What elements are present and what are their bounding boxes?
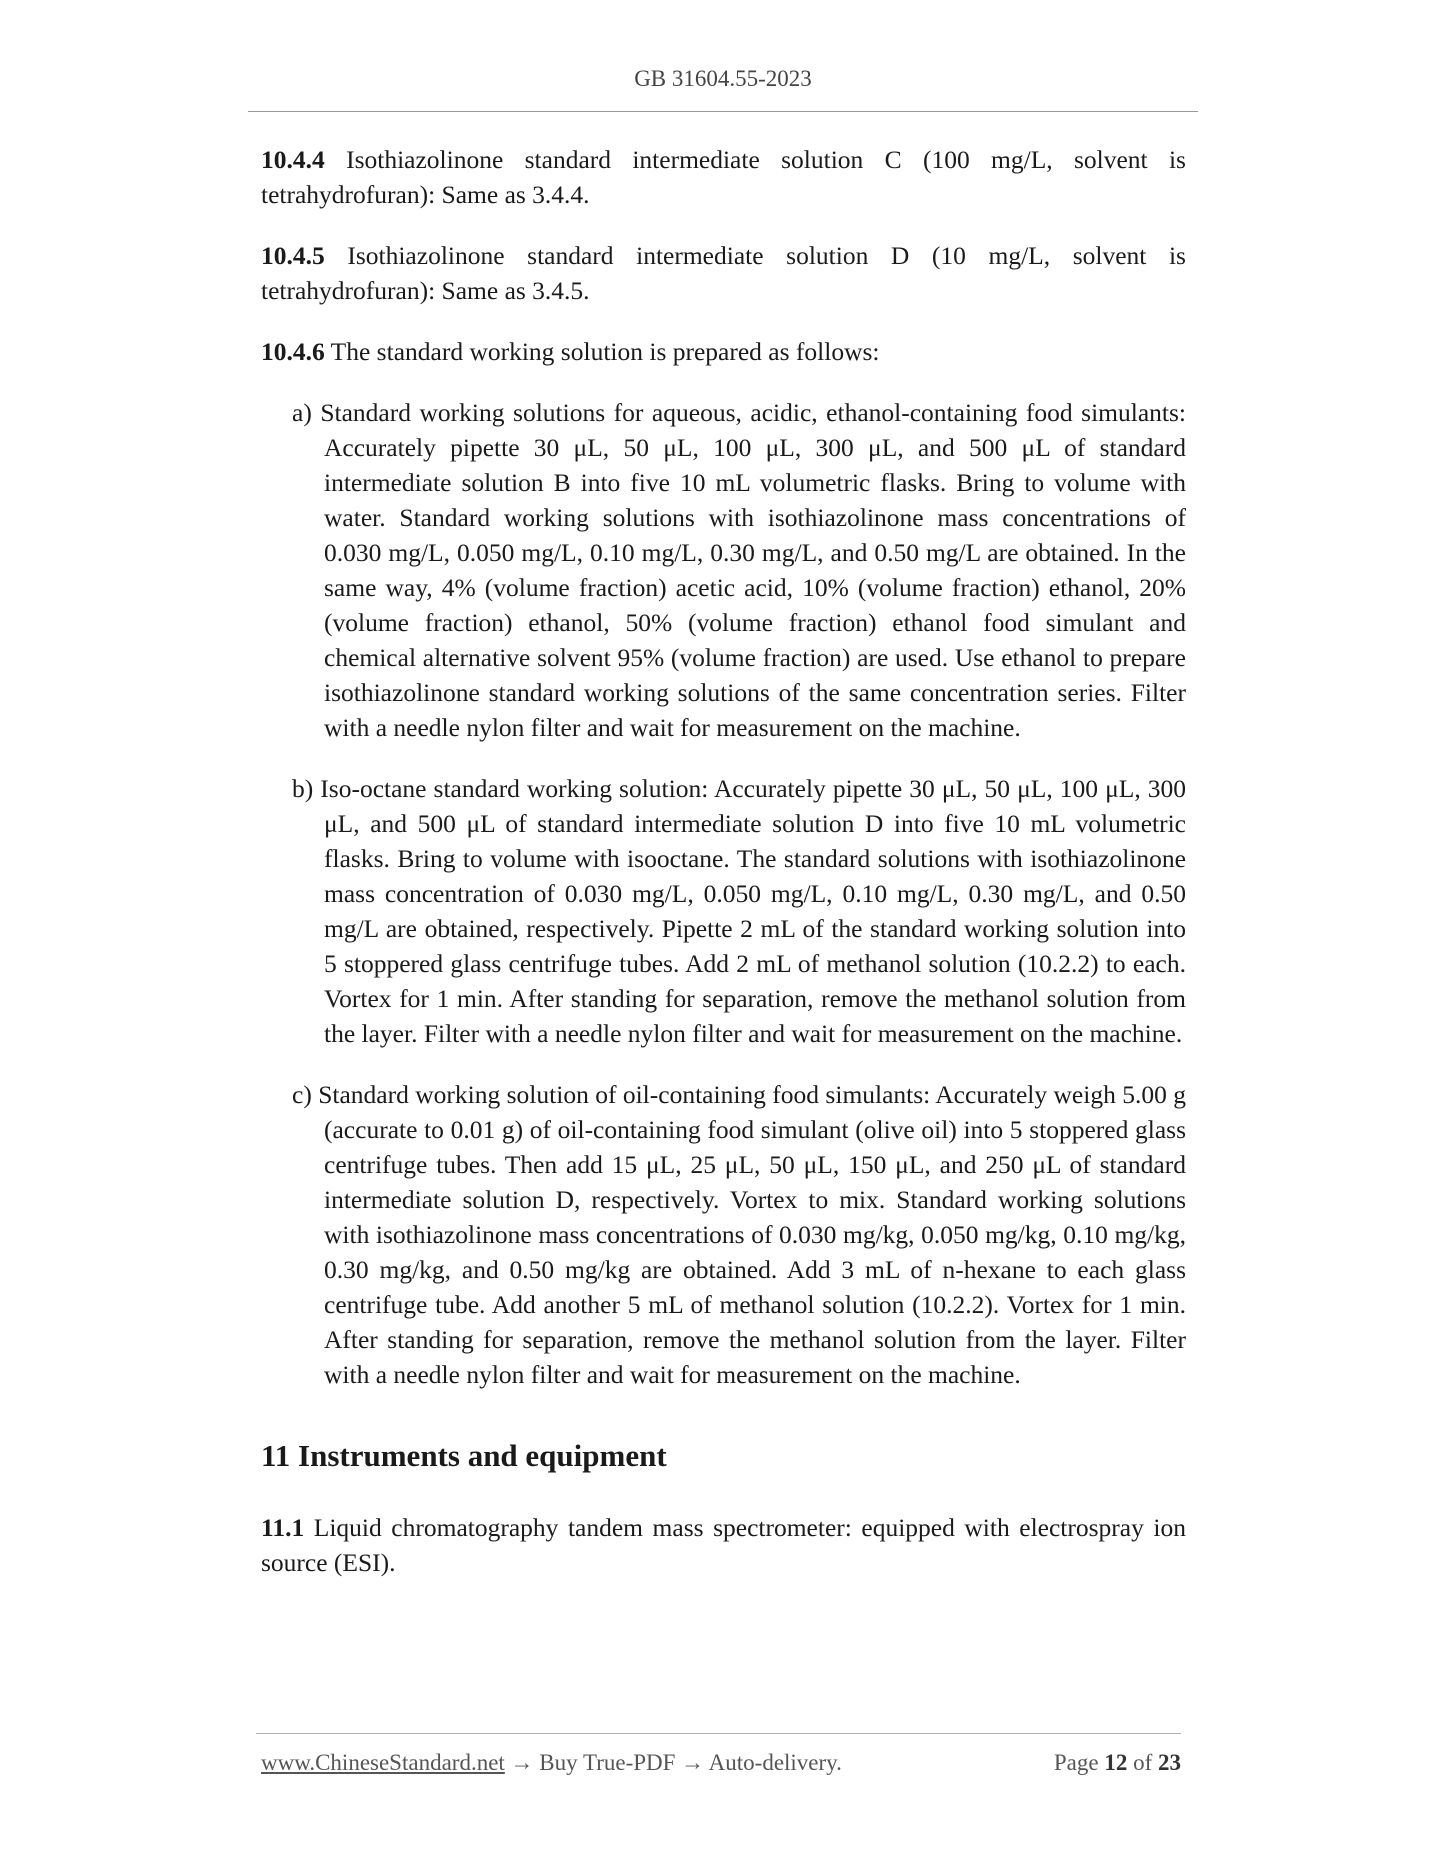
clause-text: Isothiazolinone standard intermediate solution C (100 mg/L, solvent is tetrahydrofuran): Same as 3.4.4. bbox=[261, 145, 1186, 209]
page-header bbox=[248, 66, 1198, 92]
website-link[interactable]: www.ChineseStandard.net bbox=[261, 1750, 505, 1775]
page-of-label: of bbox=[1127, 1750, 1158, 1775]
page-total: 23 bbox=[1158, 1750, 1181, 1775]
list-item-a: a) Standard working solutions for aqueous, acidic, ethanol-containing food simulants: Accurately pipette 30 μL, 50 μL, 100 μL, 300 μL, and 500 μL of standard intermediate solution B into five 10 mL volumetric flasks. Bring to volume with water. Standard working solutions with isothiazolinone mass concentrations of 0.030 mg/L, 0.050 mg/L, 0.10 mg/L, 0.30 mg/L, and 0.50 mg/L are obtained. In the same way, 4% (volume fraction) acetic acid, 10% (volume fraction) ethanol, 20% (volume fraction) ethanol, 50% (volume fraction) ethanol food simulant and chemical alternative solvent 95% (volume fraction) are used. Use ethanol to prepare isothiazolinone standard working solutions of the same concentration series. Filter with a needle nylon filter and wait for measurement on the machine. bbox=[292, 398, 1186, 742]
clause-10-4-6 bbox=[261, 334, 1186, 369]
page-current: 12 bbox=[1104, 1750, 1128, 1775]
clause-10-4-4 bbox=[261, 142, 1186, 212]
list-item-c: c) Standard working solution of oil-containing food simulants: Accurately weigh 5.00 g (accurate to 0.01 g) of oil-containing food simulant (olive oil) into 5 stoppered glass centrifuge tubes. Then add 15 μL, 25 μL, 50 μL, 150 μL, and 250 μL of standard intermediate solution D, respectively. Vortex to mix. Standard working solutions with isothiazolinone mass concentrations of 0.030 mg/kg, 0.050 mg/kg, 0.10 mg/kg, 0.30 mg/kg, and 0.50 mg/kg are obtained. Add 3 mL of n-hexane to each glass centrifuge tube. Add another 5 mL of methanol solution (10.2.2). Vortex for 1 min. After standing for separation, remove the methanol solution from the layer. Filter with a needle nylon filter and wait for measurement on the machine. bbox=[292, 1080, 1186, 1389]
page-indicator bbox=[1054, 1750, 1181, 1776]
clause-number: 10.4.5 bbox=[261, 241, 325, 270]
clause-text: The standard working solution is prepared as follows: bbox=[324, 337, 880, 366]
footer-promo-text: → Buy True-PDF → Auto-delivery. bbox=[504, 1750, 842, 1775]
page-label: Page bbox=[1053, 1750, 1105, 1775]
clause-10-4-5 bbox=[261, 238, 1186, 308]
clause-number: 10.4.6 bbox=[261, 337, 325, 366]
header-divider bbox=[248, 111, 1198, 112]
document-body bbox=[261, 142, 1186, 1606]
footer-divider bbox=[256, 1733, 1181, 1734]
clause-number: 11.1 bbox=[261, 1513, 305, 1542]
list-item-b: b) Iso-octane standard working solution: Accurately pipette 30 μL, 50 μL, 100 μL, 300 μL, and 500 μL of standard intermediate solution D into five 10 mL volumetric flasks. Bring to volume with isooctane. The standard solutions with isothiazolinone mass concentration of 0.030 mg/L, 0.050 mg/L, 0.10 mg/L, 0.30 mg/L, and 0.50 mg/L are obtained, respectively. Pipette 2 mL of the standard working solution into 5 stoppered glass centrifuge tubes. Add 2 mL of methanol solution (10.2.2) to each. Vortex for 1 min. After standing for separation, remove the methanol solution from the layer. Filter with a needle nylon filter and wait for measurement on the machine. bbox=[292, 774, 1186, 1048]
footer-promo bbox=[261, 1750, 842, 1776]
clause-text: Isothiazolinone standard intermediate solution D (10 mg/L, solvent is tetrahydrofuran): Same as 3.4.5. bbox=[261, 241, 1186, 305]
clause-11-1 bbox=[261, 1510, 1186, 1580]
document-code: GB 31604.55-2023 bbox=[634, 66, 812, 91]
section-heading: 11 Instruments and equipment bbox=[261, 1438, 667, 1473]
clause-text: Liquid chromatography tandem mass spectrometer: equipped with electrospray ion source (ESI). bbox=[261, 1513, 1186, 1577]
clause-number: 10.4.4 bbox=[261, 145, 325, 174]
